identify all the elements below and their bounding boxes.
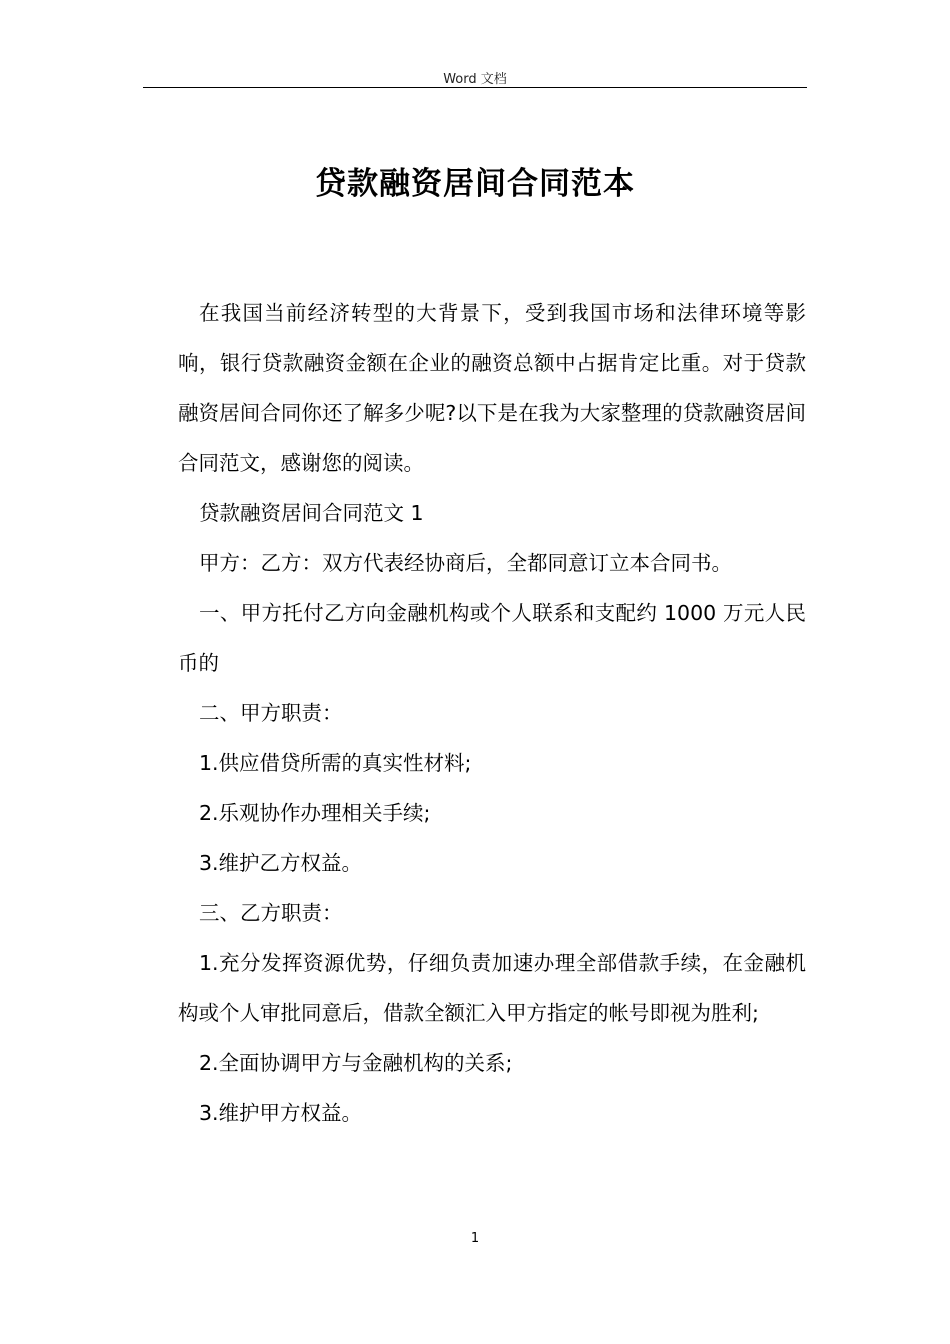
paragraph-parties: 甲方：乙方：双方代表经协商后，全都同意订立本合同书。	[199, 551, 732, 575]
paragraph-clause-2-item-3: 3.维护乙方权益。	[199, 851, 363, 875]
paragraph-clause-3-item-1: 1.充分发挥资源优势，仔细负责加速办理全部借款手续，在金融机构或个人审批同意后，借款全额汇入甲方指定的帐号即视为胜利;	[178, 951, 806, 1025]
page-number: 1	[470, 1231, 480, 1246]
header-divider	[143, 87, 807, 88]
paragraph-clause-2-heading: 二、甲方职责：	[199, 701, 343, 725]
paragraph-intro: 在我国当前经济转型的大背景下，受到我国市场和法律环境等影响，银行贷款融资金额在企业的融资总额中占据肯定比重。对于贷款融资居间合同你还了解多少呢?以下是在我为大家整理的贷款融资居间合同范文，感谢您的阅读。	[178, 301, 806, 475]
paragraph-clause-2-item-2: 2.乐观协作办理相关手续;	[199, 801, 431, 825]
paragraph-clause-3-item-2: 2.全面协调甲方与金融机构的关系;	[199, 1051, 513, 1075]
paragraph-section-heading: 贷款融资居间合同范文 1	[199, 501, 424, 525]
document-body	[178, 288, 806, 1138]
paragraph-clause-3-item-3: 3.维护甲方权益。	[199, 1101, 363, 1125]
paragraph-clause-1: 一、甲方托付乙方向金融机构或个人联系和支配约 1000 万元人民币的	[178, 601, 806, 675]
page-header: Word 文档	[443, 72, 507, 87]
paragraph-clause-3-heading: 三、乙方职责：	[199, 901, 343, 925]
paragraph-clause-2-item-1: 1.供应借贷所需的真实性材料;	[199, 751, 472, 775]
document-title: 贷款融资居间合同范本	[315, 166, 635, 202]
